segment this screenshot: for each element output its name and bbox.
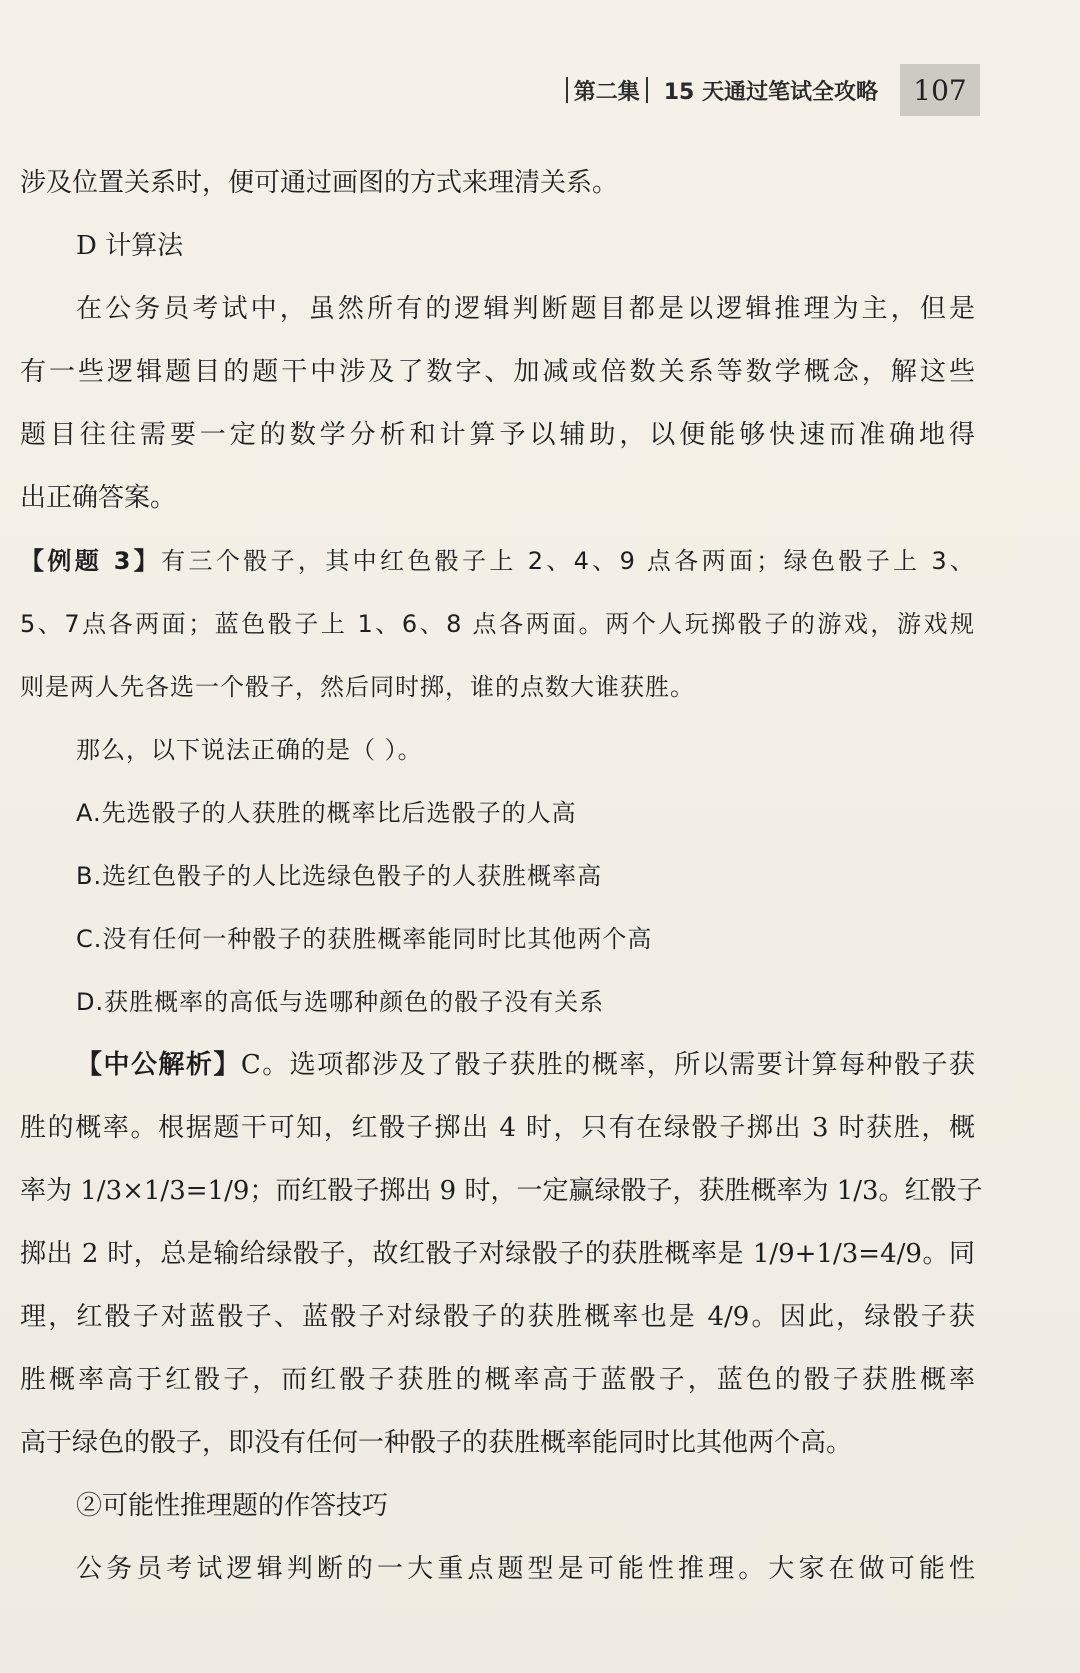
header-divider xyxy=(646,77,648,103)
book-title: 15 天通过笔试全攻略 xyxy=(663,79,878,105)
analysis-line: 胜概率高于红骰子，而红骰子获胜的概率高于蓝骰子，蓝色的骰子获胜概率 xyxy=(20,1365,975,1395)
page-number: 107 xyxy=(900,64,980,116)
section-heading: ②可能性推理题的作答技巧 xyxy=(76,1491,389,1521)
analysis-first-line xyxy=(20,1034,975,1097)
analysis-tag: 【中公解析】 xyxy=(76,1050,241,1080)
body-line: 在公务员考试中，虽然所有的逻辑判断题目都是以逻辑推理为主，但是 xyxy=(76,294,975,324)
body-line: 题目往往需要一定的数学分析和计算予以辅助，以便能够快速而准确地得 xyxy=(20,420,975,450)
analysis-line: 胜的概率。根据题干可知，红骰子掷出 4 时，只有在绿骰子掷出 3 时获胜，概 xyxy=(20,1113,975,1143)
series-label: 第二集 xyxy=(573,79,640,105)
option-d: D.获胜概率的高低与选哪种颜色的骰子没有关系 xyxy=(76,988,605,1016)
analysis-line: 理，红骰子对蓝骰子、蓝骰子对绿骰子的获胜概率也是 4/9。因此，绿骰子获 xyxy=(20,1302,975,1332)
analysis-line: 掷出 2 时，总是输给绿骰子，故红骰子对绿骰子的获胜概率是 1/9+1/3=4/9。同 xyxy=(20,1239,975,1269)
page-header xyxy=(560,60,980,120)
option-a: A.先选骰子的人获胜的概率比后选骰子的人高 xyxy=(76,799,577,827)
body-line: 有一些逻辑题目的题干中涉及了数字、加减或倍数关系等数学概念，解这些 xyxy=(20,357,975,387)
body-line: 涉及位置关系时，便可通过画图的方式来理清关系。 xyxy=(20,168,619,198)
example-line: 5、7点各两面；蓝色骰子上 1、6、8 点各两面。两个人玩掷骰子的游戏，游戏规 xyxy=(20,610,975,638)
example-line: 则是两人先各选一个骰子，然后同时掷，谁的点数大谁获胜。 xyxy=(20,673,695,701)
example-question: 那么，以下说法正确的是（ ）。 xyxy=(76,736,423,764)
example-text: 有三个骰子，其中红色骰子上 2、4、9 点各两面；绿色骰子上 3、 xyxy=(161,547,976,575)
subheading-calculation: D 计算法 xyxy=(76,231,184,261)
section-line: 公务员考试逻辑判断的一大重点题型是可能性推理。大家在做可能性 xyxy=(76,1554,975,1584)
body-line: 出正确答案。 xyxy=(20,483,177,513)
analysis-text: C。选项都涉及了骰子获胜的概率，所以需要计算每种骰子获 xyxy=(240,1050,975,1080)
analysis-line: 高于绿色的骰子，即没有任何一种骰子的获胜概率能同时比其他两个高。 xyxy=(20,1428,853,1458)
page-body xyxy=(20,152,983,1601)
option-b: B.选红色骰子的人比选绿色骰子的人获胜概率高 xyxy=(76,862,603,890)
analysis-line: 率为 1/3×1/3=1/9；而红骰子掷出 9 时，一定赢绿骰子，获胜概率为 1/3。红骰子 xyxy=(20,1176,983,1206)
example-tag: 【例题 3】 xyxy=(20,547,162,575)
header-divider xyxy=(566,77,568,103)
option-c: C.没有任何一种骰子的获胜概率能同时比其他两个高 xyxy=(76,925,653,953)
example-first-line xyxy=(20,530,975,593)
